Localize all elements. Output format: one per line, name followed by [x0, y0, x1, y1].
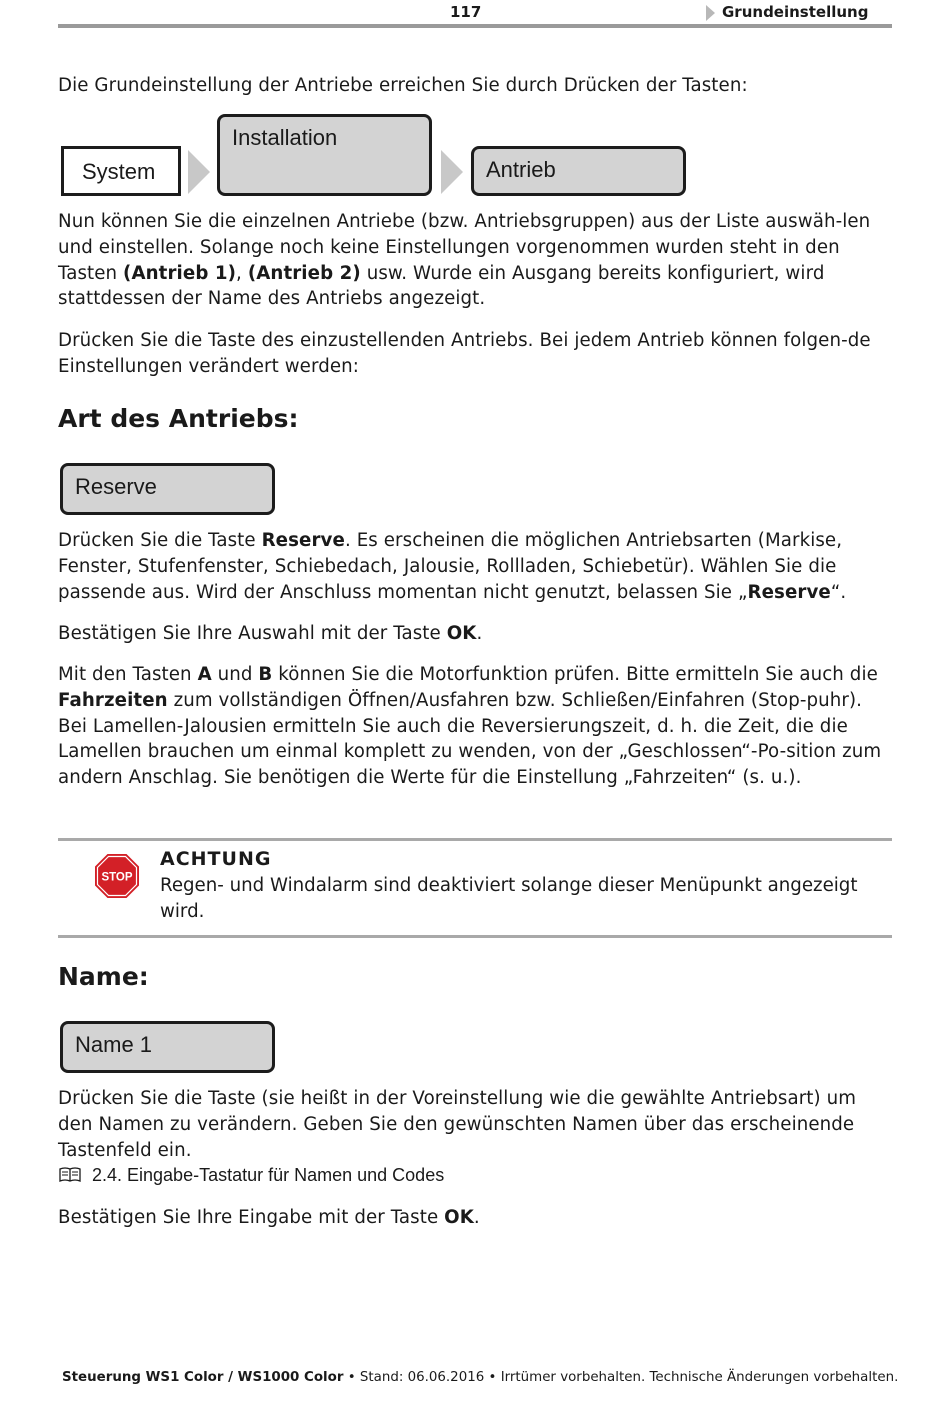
- stop-sign-icon: [94, 853, 140, 899]
- heading-art-des-antriebs: Art des Antriebs:: [58, 404, 299, 433]
- stop-sign-label: STOP: [101, 871, 133, 884]
- warning-text: Regen- und Windalarm sind deaktiviert solange dieser Menüpunkt angezeigt wird.: [160, 875, 858, 922]
- reference-text: 2.4. Eingabe-Tastatur für Namen und Codes: [92, 1165, 445, 1185]
- paragraph-antriebe: Nun können Sie die einzelnen Antriebe (bzw. Antriebsgruppen) aus der Liste auswäh-len und einstellen. Solange noch keine Einstellungen vorgenommen wurden steht in den Tasten (Antrieb 1), (Antrieb 2) usw. Wurde ein Ausgang bereits konfiguriert, wird stattdessen der Name des Antriebs angezeigt.: [58, 211, 871, 310]
- paragraph-confirm-input: Bestätigen Sie Ihre Eingabe mit der Taste OK.: [58, 1207, 480, 1228]
- reference-link[interactable]: [58, 1165, 444, 1186]
- section-marker-icon: [706, 5, 715, 21]
- antrieb-button[interactable]: Antrieb: [471, 146, 686, 196]
- header-divider: [58, 24, 892, 28]
- paragraph-motor-test: Mit den Tasten A und B können Sie die Motorfunktion prüfen. Bitte ermitteln Sie auch die Fahrzeiten zum vollständigen Öffnen/Ausfahren bzw. Schließen/Einfahren (Stop-puhr). Bei Lamellen-Jalousien ermitteln Sie auch die Reversierungszeit, d. h. die Zeit, die die Lamellen brauchen um einmal komplett zu wenden, von der „Geschlossen“-Po-sition zum andern Anschlag. Sie benötigen die Werte für die Einstellung „Fahrzeiten“ (s. u.).: [58, 664, 882, 789]
- warning-bottom-divider: [58, 935, 892, 938]
- name-1-button[interactable]: Name 1: [60, 1021, 275, 1073]
- page-footer: Steuerung WS1 Color / WS1000 Color • Stand: 06.06.2016 • Irrtümer vorbehalten. Technische Änderungen vorbehalten.: [62, 1370, 899, 1385]
- intro-text: Die Grundeinstellung der Antriebe erreichen Sie durch Drücken der Tasten:: [58, 75, 748, 96]
- paragraph-confirm-selection: Bestätigen Sie Ihre Auswahl mit der Taste OK.: [58, 623, 483, 644]
- installation-button[interactable]: Installation: [217, 114, 432, 196]
- flow-arrow-icon: [441, 150, 463, 194]
- paragraph-reserve: Drücken Sie die Taste Reserve. Es erscheinen die möglichen Antriebsarten (Markise, Fenster, Stufenfenster, Schiebedach, Jalousie, Rollladen, Schiebetür). Wählen Sie die passende aus. Wird der Anschluss momentan nicht genutzt, belassen Sie „Reserve“.: [58, 530, 847, 603]
- paragraph-select-drive: Drücken Sie die Taste des einzustellenden Antriebs. Bei jedem Antrieb können folgen-de Einstellungen verändert werden:: [58, 330, 871, 377]
- system-button[interactable]: System: [61, 146, 181, 196]
- paragraph-change-name: Drücken Sie die Taste (sie heißt in der Voreinstellung wie die gewählte Antriebsart) um den Namen zu verändern. Geben Sie den gewünschten Namen über das erscheinende Tastenfeld ein.: [58, 1088, 857, 1161]
- flow-arrow-icon: [188, 150, 210, 194]
- section-title: Grundeinstellung: [722, 3, 869, 21]
- warning-title: ACHTUNG: [160, 848, 272, 870]
- warning-top-divider: [58, 838, 892, 841]
- page-number: 117: [450, 3, 482, 21]
- reserve-button[interactable]: Reserve: [60, 463, 275, 515]
- heading-name: Name:: [58, 962, 149, 991]
- book-icon: [58, 1166, 82, 1184]
